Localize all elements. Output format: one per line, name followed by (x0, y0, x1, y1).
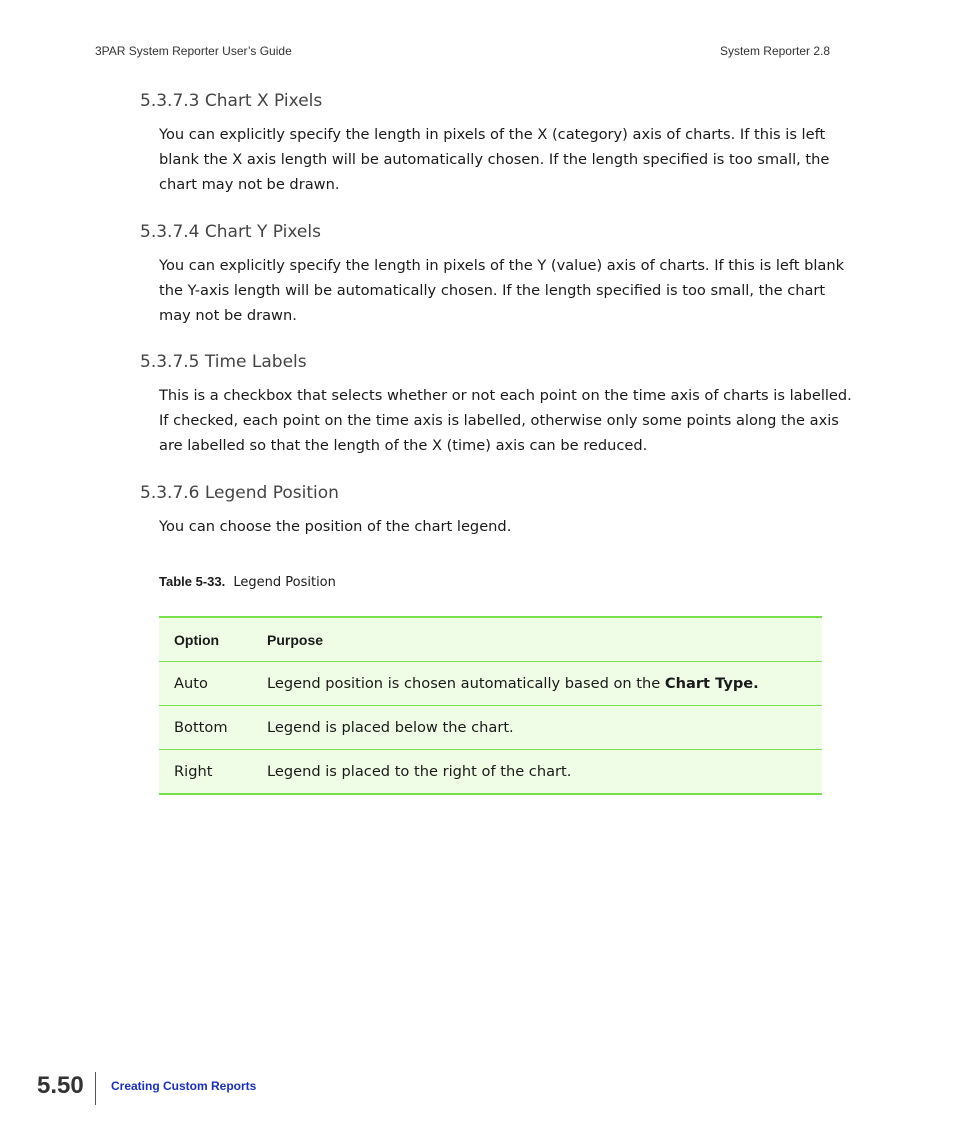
footer-divider (95, 1072, 96, 1105)
section-heading: 5.3.7.3 Chart X Pixels (140, 91, 323, 111)
purpose-text: Legend position is chosen automatically based on the (267, 675, 665, 692)
table-row (159, 706, 822, 750)
column-header-purpose: Purpose (252, 617, 822, 662)
purpose-cell (252, 662, 822, 706)
page-number: 5.50 (37, 1072, 84, 1099)
section-heading: 5.3.7.6 Legend Position (140, 483, 339, 503)
section-heading: 5.3.7.4 Chart Y Pixels (140, 222, 321, 242)
option-cell: Bottom (159, 706, 252, 750)
section-legend-position (140, 483, 860, 540)
section-chart-x-pixels (140, 91, 860, 197)
purpose-cell: Legend is placed below the chart. (252, 706, 822, 750)
section-body: You can explicitly specify the length in pixels of the X (category) axis of charts. If this is left blank the X axis length will be automatically chosen. If the length specified is too small, the chart may not be drawn. (159, 126, 830, 193)
section-chart-y-pixels (140, 222, 860, 328)
footer-chapter-title: Creating Custom Reports (111, 1079, 257, 1093)
table-caption-number: Table 5-33. (159, 574, 226, 589)
option-cell: Right (159, 750, 252, 795)
running-header-left: 3PAR System Reporter User’s Guide (95, 44, 292, 58)
section-heading: 5.3.7.5 Time Labels (140, 352, 307, 372)
running-header-right: System Reporter 2.8 (719, 44, 830, 58)
purpose-cell: Legend is placed to the right of the chart. (252, 750, 822, 795)
column-header-option: Option (159, 617, 252, 662)
purpose-emphasis: Chart Type. (664, 675, 759, 692)
section-body: You can choose the position of the chart legend. (159, 518, 512, 535)
table-row (159, 750, 822, 795)
section-body: This is a checkbox that selects whether or not each point on the time axis of charts is labelled. If checked, each point on the time axis is labelled, otherwise only some points along the axis are labelled so that the length of the X (time) axis can be reduced. (159, 387, 852, 454)
table-caption-title: Legend Position (233, 575, 336, 590)
option-cell: Auto (159, 662, 252, 706)
legend-position-table (159, 616, 822, 795)
section-body: You can explicitly specify the length in pixels of the Y (value) axis of charts. If this is left blank the Y-axis length will be automatically chosen. If the length specified is too small, the chart may not be drawn. (159, 257, 845, 324)
table-header-row (159, 617, 822, 662)
table-row (159, 662, 822, 706)
section-time-labels (140, 352, 860, 458)
table-caption (159, 574, 336, 590)
